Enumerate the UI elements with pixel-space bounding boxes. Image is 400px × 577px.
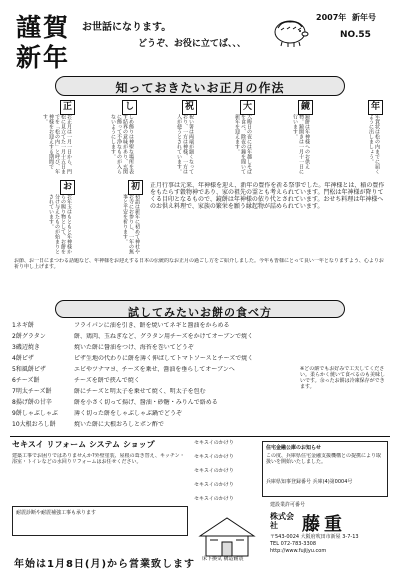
recipe-name: 磯辺焼き [15,344,40,351]
recipe-row [12,344,388,351]
issue-label: 新年号 [352,13,376,22]
lower-column-0-text: お年玉はもともと年神様からの賜り物として、お餅を分け与えたものが始まりとされています。 [48,194,72,254]
recipe-title: 試してみたいお餅の食べ方 [128,306,272,319]
title-line1: 謹賀 [16,13,71,42]
recipe-desc: フライパンに油を引き、餅を焼いてネギと醤油をからめる [74,322,230,329]
greeting-text: お世話になります。 [82,22,172,33]
title-line2: 新年 [16,43,71,72]
column-5-text: 年賀状は松の内までに届くように出しましょう。 [368,114,380,174]
company-tel: TEL 072-783-3308 [270,541,317,547]
ad-title: セキスイ リフォーム システム ショップ [12,440,155,449]
recipe-name: 和風餅ピザ [15,366,46,373]
badge-item: セキスイのかけり [194,454,234,460]
lower-columns [14,180,144,256]
recipe-desc: チーズを餅で挟んで焼く [74,377,140,384]
business-notice: 年始は1月8日(月)から営業致します [14,559,196,570]
column-5-kanji: 年 [368,100,383,115]
recipe-row [12,333,388,340]
info-line1: 住宅金融公庫のお知らせ [266,445,321,451]
recipe-num: 4 [12,355,16,362]
column-3-kanji: 大 [240,100,255,115]
recipe-tip: ※どの餅でもお好みで工夫してください。柔らかく焼いて食べるのも美味しいです。余ったお餅は冷凍保存ができます。 [300,366,386,390]
recipe-desc: 餅を小さく切って揚げ、醤油・砂糖・みりんで絡める [74,399,218,406]
badge-column [194,440,256,514]
recipe-num: 1 [12,322,16,329]
company-block [270,502,390,554]
recipe-desc: 餅、鶏肉、玉ねぎなど、グラタン用チーズをかけてオーブンで焼く [74,333,254,340]
manners-columns [14,100,386,178]
recipe-name: 明太チーズ餅 [15,388,52,395]
recipe-num: 9 [12,410,16,417]
house-caption: 床下換気 構造耐震 [202,556,244,562]
lower-column-1-text: 初詣は新年に初めて神社やお寺にお参りし、一年の無事と平安を祈ります。 [122,194,140,254]
badge-item: セキスイのかけり [194,482,234,488]
recipe-banner [55,300,345,318]
badge-item: セキスイのかけり [194,468,234,474]
badge-item: セキスイのかけり [194,496,234,502]
ad-body: 建築工事でお困りではありませんか?外壁塗装、屋根の葺き替え、キッチン・浴室・トイレなどの水回りリフォームはお任せください。 [12,453,185,465]
section-divider [10,436,390,437]
column-1-kanji: し [122,100,137,115]
recipe-row [12,355,388,362]
banner-title: 知っておきたいお正月の作法 [115,81,285,95]
badge-item: セキスイのかけり [194,440,234,446]
recipe-name: 餅ピザ [15,355,34,362]
column-2-kanji: 祝 [182,100,197,115]
company-license: 建設業許可番号 [270,502,306,508]
recipe-name: ネギ餅 [15,322,34,329]
section-banner [55,76,345,96]
recipe-desc: ピザ生地の代わりに餅を薄く伸ばしてトマトソースとチーズで焼く [74,355,254,362]
column-1-text: しめ飾りは神聖な場所を表す結界の意味があり、玄関に飾って不浄なものが入らないようにします。 [110,114,134,174]
info-box [262,441,388,497]
recipe-desc: 薄く切った餅をしゃぶしゃぶ鍋でどうぞ [74,410,183,417]
recipe-desc: 餅にチーズと明太子を乗せて焼く、明太子を包む [74,388,206,395]
column-3-text: 大晦日の夜には年越しそばを食べ、除夜の鐘を聞いて新年を迎えます。 [234,114,252,174]
recipe-desc: エビやツナマヨ、チーズを乗せ、醤油を垂らしてオーブンへ [74,366,235,373]
issue-number: NO.55 [340,30,371,40]
column-4-kanji: 鏡 [298,100,313,115]
recipe-name: 大根おろし餅 [19,421,56,428]
recipe-row [12,322,388,329]
ad-subsection: 耐震診断や耐震補強工事も承ります [12,506,188,536]
column-2-text: 祝い箸は両端が細くなっており、一方は神様、一方は人が使うとされています。 [176,114,194,174]
recipe-num: 8 [12,399,16,406]
company-type: 株式会社 [270,511,294,530]
column-4-text: 鏡餅は年神様へのお供え物。鏡開きは一月十一日に行います。 [292,114,310,174]
recipe-num: 10 [12,421,20,428]
body-paragraph: 正月行事は元来、年神様を迎え、新年の豊作を祈る祭事でした。年神様とは、稲の豊作をもたらす穀物神であり、家の祖先の霊とも考えられています。門松は年神様が降りてくる目印となるもので、鏡餅は年神様の依り代とされています。おせち料理は年神様へのお供え料理で、家族の繁栄を願う縁起物が詰められています。 [150,182,385,210]
recipe-name: 揚げ餅の甘辛 [15,399,52,406]
footnote-paragraph: お節、お一日にまつわる話題など、年神様をお迎えする日本の伝統的なお正月の過ごし方をご紹介しました。今年も皆様にとって良い一年となりますよう、心よりお祈り申し上げます。 [14,258,384,270]
info-line2: この度、兵庫県住宅金融支援機構との提携により取扱いを開始いたしました。 [266,453,382,465]
recipe-name: チーズ餅 [15,377,40,384]
reform-ad [12,440,188,544]
recipe-num: 2 [12,333,16,340]
recipe-num: 6 [12,377,16,384]
column-0-text: お正月は一月一日から、門松に見立てた一月十五日までを「松の内」と呼び、年神様をお迎えする期間です。 [42,114,72,174]
company-name: 藤重 [302,514,346,535]
boar-illustration [272,12,310,48]
info-line3: 兵庫県知事登録番号 兵庫(4)第0004号 [266,479,353,485]
recipe-list [12,322,388,432]
company-url[interactable]: http://www.fujijyu.com [270,548,327,554]
lower-column-1-kanji: 初 [128,180,143,195]
company-address: 〒543-0024 大阪府吹田市新屋 3-7-13 [270,534,359,540]
recipe-desc: 焼いた餅に大根おろしとポン酢で [74,421,165,428]
column-0-kanji: 正 [60,100,75,115]
subgreeting-text: どうぞ、お役に立てば、、、 [138,39,246,49]
recipe-desc: 焼いた餅に醤油をつけ、海苔を巻いてどうぞ [74,344,194,351]
recipe-num: 5 [12,366,16,373]
lower-column-0-kanji: お [60,180,75,195]
house-illustration [196,514,258,558]
recipe-num: 3 [12,344,16,351]
recipe-name: 餅グラタン [15,333,46,340]
recipe-name: 餅しゃぶしゃぶ [15,410,58,417]
recipe-num: 7 [12,388,16,395]
masthead [10,6,390,74]
year-label: 2007年 [316,13,347,22]
